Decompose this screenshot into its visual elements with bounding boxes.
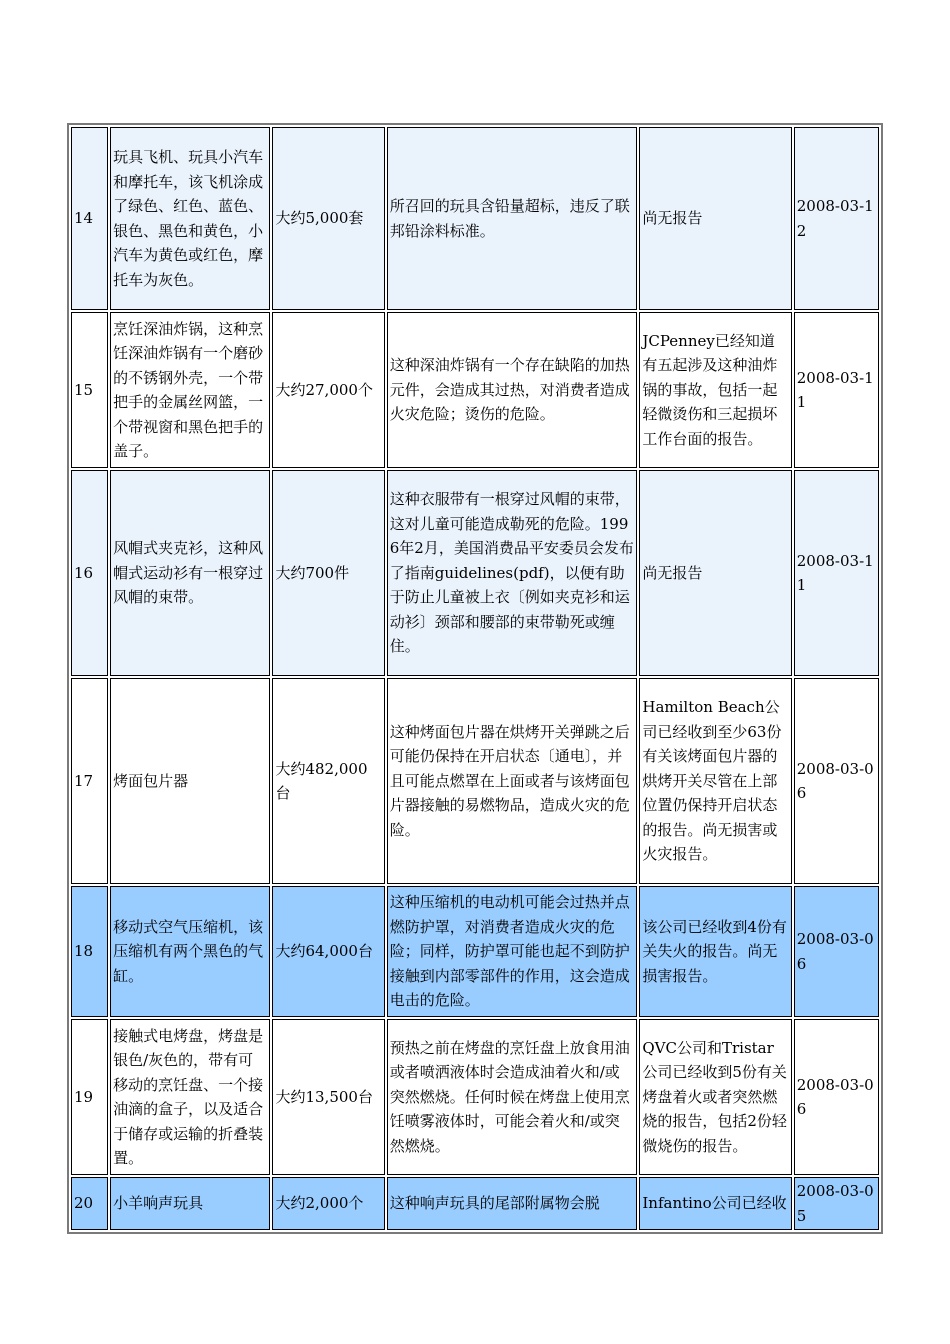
table-row — [71, 678, 879, 884]
recall-quantity: 大约13,500台 — [272, 1019, 384, 1175]
hazard-description: 这种深油炸锅有一个存在缺陷的加热元件，会造成其过热，对消费者造成火灾危险；烫伤的危险。 — [387, 312, 638, 468]
row-number: 15 — [71, 312, 108, 468]
hazard-description: 这种衣服带有一根穿过风帽的束带，这对儿童可能造成勒死的危险。1996年2月，美国消费品平安委员会发布了指南guidelines(pdf)，以便有助于防止儿童被上衣〔例如夹克衫和运动衫〕颈部和腰部的束带勒死或缠住。 — [387, 470, 638, 676]
table-row — [71, 470, 879, 676]
hazard-description: 这种压缩机的电动机可能会过热并点燃防护罩，对消费者造成火灾的危险；同样，防护罩可能也起不到防护接触到内部零部件的作用，这会造成电击的危险。 — [387, 886, 638, 1017]
row-number: 16 — [71, 470, 108, 676]
hazard-description: 所召回的玩具含铅量超标，违反了联邦铅涂料标准。 — [387, 127, 638, 310]
product-description: 烤面包片器 — [110, 678, 270, 884]
incident-reports: 尚无报告 — [639, 470, 791, 676]
product-description: 移动式空气压缩机，该压缩机有两个黑色的气缸。 — [110, 886, 270, 1017]
recall-date: 2008-03-06 — [794, 886, 879, 1017]
row-number: 19 — [71, 1019, 108, 1175]
recall-quantity: 大约700件 — [272, 470, 384, 676]
incident-reports: Infantino公司已经收 — [639, 1177, 791, 1230]
recall-date: 2008-03-11 — [794, 312, 879, 468]
hazard-description: 这种响声玩具的尾部附属物会脱 — [387, 1177, 638, 1230]
incident-reports: QVC公司和Tristar公司已经收到5份有关烤盘着火或者突然燃烧的报告，包括2份轻微烧伤的报告。 — [639, 1019, 791, 1175]
table-row — [71, 127, 879, 310]
table-row — [71, 1019, 879, 1175]
recall-quantity: 大约482,000台 — [272, 678, 384, 884]
recall-quantity: 大约64,000台 — [272, 886, 384, 1017]
recall-date: 2008-03-11 — [794, 470, 879, 676]
row-number: 14 — [71, 127, 108, 310]
incident-reports: Hamilton Beach公司已经收到至少63份有关该烤面包片器的烘烤开关尽管在上部位置仍保持开启状态的报告。尚无损害或火灾报告。 — [639, 678, 791, 884]
recall-date: 2008-03-06 — [794, 678, 879, 884]
recall-quantity: 大约5,000套 — [272, 127, 384, 310]
product-description: 烹饪深油炸锅，这种烹饪深油炸锅有一个磨砂的不锈钢外壳，一个带把手的金属丝网篮，一个带视窗和黑色把手的盖子。 — [110, 312, 270, 468]
incident-reports: JCPenney已经知道有五起涉及这种油炸锅的事故，包括一起轻微烫伤和三起损坏工作台面的报告。 — [639, 312, 791, 468]
table-row — [71, 1177, 879, 1230]
product-description: 风帽式夹克衫，这种风帽式运动衫有一根穿过风帽的束带。 — [110, 470, 270, 676]
row-number: 17 — [71, 678, 108, 884]
product-description: 小羊响声玩具 — [110, 1177, 270, 1230]
incident-reports: 尚无报告 — [639, 127, 791, 310]
recall-quantity: 大约2,000个 — [272, 1177, 384, 1230]
row-number: 18 — [71, 886, 108, 1017]
recall-quantity: 大约27,000个 — [272, 312, 384, 468]
hazard-description: 这种烤面包片器在烘烤开关弹跳之后可能仍保持在开启状态〔通电〕，并且可能点燃罩在上面或者与该烤面包片器接触的易燃物品，造成火灾的危险。 — [387, 678, 638, 884]
table-row — [71, 886, 879, 1017]
hazard-description: 预热之前在烤盘的烹饪盘上放食用油或者喷洒液体时会造成油着火和/或突然燃烧。任何时候在烤盘上使用烹饪喷雾液体时，可能会着火和/或突然燃烧。 — [387, 1019, 638, 1175]
product-description: 玩具飞机、玩具小汽车和摩托车，该飞机涂成了绿色、红色、蓝色、银色、黑色和黄色，小汽车为黄色或红色，摩托车为灰色。 — [110, 127, 270, 310]
table-row — [71, 312, 879, 468]
row-number: 20 — [71, 1177, 108, 1230]
product-description: 接触式电烤盘，烤盘是银色/灰色的，带有可移动的烹饪盘、一个接油滴的盒子，以及适合于储存或运输的折叠装置。 — [110, 1019, 270, 1175]
recall-table — [67, 123, 883, 1234]
recall-date: 2008-03-06 — [794, 1019, 879, 1175]
recall-date: 2008-03-12 — [794, 127, 879, 310]
incident-reports: 该公司已经收到4份有关失火的报告。尚无损害报告。 — [639, 886, 791, 1017]
recall-date: 2008-03-05 — [794, 1177, 879, 1230]
